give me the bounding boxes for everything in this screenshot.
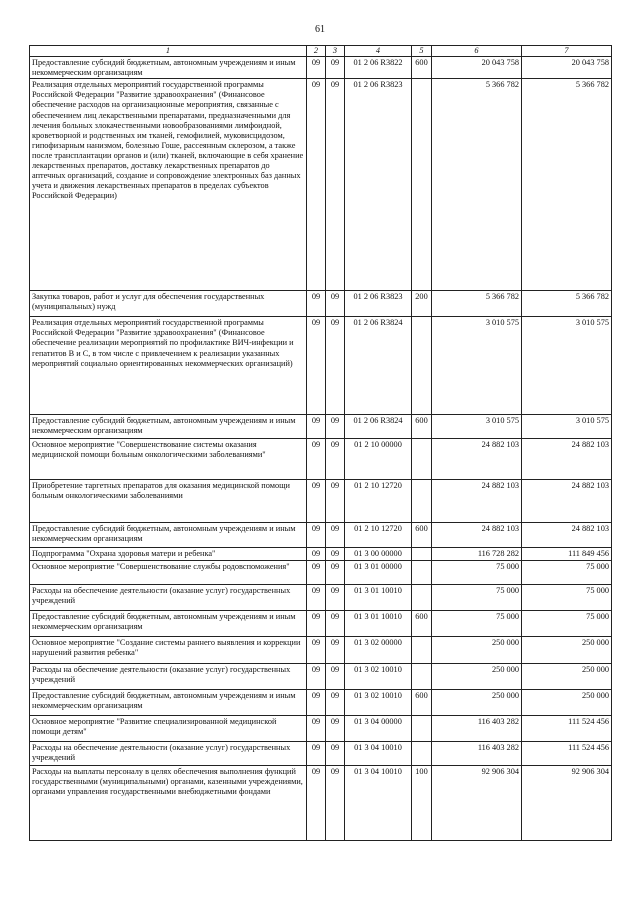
subsection-code: 09 (326, 57, 345, 79)
amount-col7: 250 000 (522, 664, 612, 690)
expense-type-code (412, 79, 432, 291)
amount-col6: 116 403 282 (432, 716, 522, 742)
section-code: 09 (307, 317, 326, 415)
target-article-code: 01 2 06 R3822 (345, 57, 412, 79)
subsection-code: 09 (326, 585, 345, 611)
section-code: 09 (307, 480, 326, 523)
target-article-code: 01 3 02 10010 (345, 664, 412, 690)
expense-type-code: 200 (412, 291, 432, 317)
section-code: 09 (307, 561, 326, 585)
table-row (30, 57, 612, 79)
amount-col6: 5 366 782 (432, 291, 522, 317)
target-article-code: 01 2 10 12720 (345, 523, 412, 548)
subsection-code: 09 (326, 611, 345, 637)
target-article-code: 01 2 06 R3823 (345, 79, 412, 291)
table-row (30, 548, 612, 561)
expense-type-code (412, 317, 432, 415)
section-code: 09 (307, 742, 326, 766)
amount-col7: 250 000 (522, 637, 612, 664)
amount-col7: 111 524 456 (522, 716, 612, 742)
item-name: Предоставление субсидий бюджетным, автономным учреждениям и иным некоммерческим организациям (30, 690, 307, 716)
item-name: Закупка товаров, работ и услуг для обеспечения государственных (муниципальных) нужд (30, 291, 307, 317)
subsection-code: 09 (326, 548, 345, 561)
target-article-code: 01 3 02 00000 (345, 637, 412, 664)
expense-type-code: 100 (412, 766, 432, 841)
expense-type-code (412, 561, 432, 585)
amount-col6: 116 728 282 (432, 548, 522, 561)
amount-col6: 3 010 575 (432, 415, 522, 439)
amount-col6: 116 403 282 (432, 742, 522, 766)
target-article-code: 01 3 01 10010 (345, 611, 412, 637)
subsection-code: 09 (326, 637, 345, 664)
subsection-code: 09 (326, 742, 345, 766)
expense-type-code (412, 664, 432, 690)
table-row (30, 317, 612, 415)
item-name: Основное мероприятие "Создание системы раннего выявления и коррекции нарушений развития ребенка" (30, 637, 307, 664)
subsection-code: 09 (326, 79, 345, 291)
subsection-code: 09 (326, 561, 345, 585)
item-name: Расходы на обеспечение деятельности (оказание услуг) государственных учреждений (30, 664, 307, 690)
amount-col7: 24 882 103 (522, 439, 612, 480)
item-name: Приобретение таргетных препаратов для оказания медицинской помощи больным онкологическими заболеваниями (30, 480, 307, 523)
target-article-code: 01 2 10 00000 (345, 439, 412, 480)
subsection-code: 09 (326, 716, 345, 742)
expense-type-code (412, 585, 432, 611)
table-row (30, 742, 612, 766)
expense-type-code: 600 (412, 611, 432, 637)
target-article-code: 01 2 06 R3824 (345, 317, 412, 415)
table-row (30, 716, 612, 742)
expense-type-code (412, 480, 432, 523)
section-code: 09 (307, 585, 326, 611)
item-name: Реализация отдельных мероприятий государственной программы Российской Федерации "Развитие здравоохранения" (Финансовое обеспечение расходов на организационные мероприятия, связанные с обеспечением лиц лекарственными препаратами, предназначенными для лечения больных злокачественными новообразованиями лимфоидной, кроветворной и родственных им тканей, гемофилией, муковисцидозом, гипофизарным нанизмом, болезнью Гоше, рассеянным склерозом, а также после трансплантации органов и (или) тканей, включающие в себя хранение лекарственных препаратов, доставку лекарственных препаратов до аптечных организаций, создание и сопровождение электронных баз данных учета и движения лекарственных препаратов в пределах субъектов Российской Федерации) (30, 79, 307, 291)
header-row (30, 46, 612, 57)
target-article-code: 01 2 10 12720 (345, 480, 412, 523)
header-cell: 6 (432, 46, 522, 57)
expense-type-code (412, 637, 432, 664)
item-name: Предоставление субсидий бюджетным, автономным учреждениям и иным некоммерческим организациям (30, 57, 307, 79)
amount-col7: 111 849 456 (522, 548, 612, 561)
table-row (30, 611, 612, 637)
item-name: Подпрограмма "Охрана здоровья матери и ребенка" (30, 548, 307, 561)
amount-col7: 111 524 456 (522, 742, 612, 766)
section-code: 09 (307, 664, 326, 690)
subsection-code: 09 (326, 766, 345, 841)
expense-type-code (412, 439, 432, 480)
amount-col7: 75 000 (522, 611, 612, 637)
subsection-code: 09 (326, 523, 345, 548)
target-article-code: 01 3 02 10010 (345, 690, 412, 716)
expense-type-code: 600 (412, 523, 432, 548)
amount-col7: 24 882 103 (522, 523, 612, 548)
target-article-code: 01 3 00 00000 (345, 548, 412, 561)
table-row (30, 766, 612, 841)
section-code: 09 (307, 291, 326, 317)
item-name: Реализация отдельных мероприятий государственной программы Российской Федерации "Развитие здравоохранения" (Финансовое обеспечение реализации мероприятий по профилактике ВИЧ-инфекции и гепатитов В и С, в том числе с привлечением к реализации указанных мероприятий социально ориентированных некоммерческих организаций) (30, 317, 307, 415)
amount-col7: 20 043 758 (522, 57, 612, 79)
amount-col6: 250 000 (432, 637, 522, 664)
section-code: 09 (307, 637, 326, 664)
header-cell: 3 (326, 46, 345, 57)
expense-type-code: 600 (412, 415, 432, 439)
amount-col7: 24 882 103 (522, 480, 612, 523)
amount-col6: 20 043 758 (432, 57, 522, 79)
section-code: 09 (307, 611, 326, 637)
section-code: 09 (307, 79, 326, 291)
item-name: Предоставление субсидий бюджетным, автономным учреждениям и иным некоммерческим организациям (30, 523, 307, 548)
target-article-code: 01 2 06 R3823 (345, 291, 412, 317)
expense-type-code (412, 548, 432, 561)
amount-col7: 3 010 575 (522, 415, 612, 439)
amount-col6: 24 882 103 (432, 439, 522, 480)
table-row (30, 439, 612, 480)
section-code: 09 (307, 716, 326, 742)
page-number: 61 (315, 24, 325, 35)
amount-col6: 24 882 103 (432, 480, 522, 523)
target-article-code: 01 3 04 10010 (345, 742, 412, 766)
section-code: 09 (307, 523, 326, 548)
item-name: Расходы на выплаты персоналу в целях обеспечения выполнения функций государственными (муниципальными) органами, казенными учреждениями, органами управления государственными внебюджетными фондами (30, 766, 307, 841)
table-row (30, 523, 612, 548)
item-name: Основное мероприятие "Совершенствование службы родовспоможения" (30, 561, 307, 585)
header-cell: 2 (307, 46, 326, 57)
subsection-code: 09 (326, 415, 345, 439)
table-row (30, 585, 612, 611)
target-article-code: 01 3 04 00000 (345, 716, 412, 742)
section-code: 09 (307, 690, 326, 716)
amount-col7: 75 000 (522, 585, 612, 611)
amount-col6: 75 000 (432, 585, 522, 611)
expense-type-code: 600 (412, 57, 432, 79)
subsection-code: 09 (326, 439, 345, 480)
amount-col7: 5 366 782 (522, 79, 612, 291)
item-name: Расходы на обеспечение деятельности (оказание услуг) государственных учреждений (30, 742, 307, 766)
expense-type-code (412, 742, 432, 766)
header-cell: 5 (412, 46, 432, 57)
item-name: Расходы на обеспечение деятельности (оказание услуг) государственных учреждений (30, 585, 307, 611)
table-row (30, 415, 612, 439)
table-row (30, 690, 612, 716)
section-code: 09 (307, 548, 326, 561)
header-cell: 1 (30, 46, 307, 57)
amount-col7: 92 906 304 (522, 766, 612, 841)
item-name: Основное мероприятие "Совершенствование системы оказания медицинской помощи больным онкологическими заболеваниями" (30, 439, 307, 480)
table-row (30, 637, 612, 664)
table-row (30, 79, 612, 291)
amount-col6: 5 366 782 (432, 79, 522, 291)
subsection-code: 09 (326, 664, 345, 690)
section-code: 09 (307, 766, 326, 841)
amount-col6: 92 906 304 (432, 766, 522, 841)
amount-col7: 250 000 (522, 690, 612, 716)
amount-col6: 3 010 575 (432, 317, 522, 415)
amount-col6: 250 000 (432, 664, 522, 690)
target-article-code: 01 3 04 10010 (345, 766, 412, 841)
target-article-code: 01 2 06 R3824 (345, 415, 412, 439)
budget-table (29, 45, 612, 841)
table-row (30, 291, 612, 317)
amount-col6: 250 000 (432, 690, 522, 716)
amount-col6: 75 000 (432, 561, 522, 585)
section-code: 09 (307, 57, 326, 79)
table-row (30, 561, 612, 585)
expense-type-code (412, 716, 432, 742)
amount-col7: 3 010 575 (522, 317, 612, 415)
amount-col6: 75 000 (432, 611, 522, 637)
header-cell: 7 (522, 46, 612, 57)
amount-col7: 75 000 (522, 561, 612, 585)
item-name: Предоставление субсидий бюджетным, автономным учреждениям и иным некоммерческим организациям (30, 611, 307, 637)
subsection-code: 09 (326, 690, 345, 716)
amount-col6: 24 882 103 (432, 523, 522, 548)
subsection-code: 09 (326, 317, 345, 415)
section-code: 09 (307, 439, 326, 480)
expense-type-code: 600 (412, 690, 432, 716)
table-row (30, 664, 612, 690)
target-article-code: 01 3 01 00000 (345, 561, 412, 585)
table-row (30, 480, 612, 523)
item-name: Основное мероприятие "Развитие специализированной медицинской помощи детям" (30, 716, 307, 742)
header-cell: 4 (345, 46, 412, 57)
subsection-code: 09 (326, 291, 345, 317)
amount-col7: 5 366 782 (522, 291, 612, 317)
section-code: 09 (307, 415, 326, 439)
subsection-code: 09 (326, 480, 345, 523)
item-name: Предоставление субсидий бюджетным, автономным учреждениям и иным некоммерческим организациям (30, 415, 307, 439)
target-article-code: 01 3 01 10010 (345, 585, 412, 611)
